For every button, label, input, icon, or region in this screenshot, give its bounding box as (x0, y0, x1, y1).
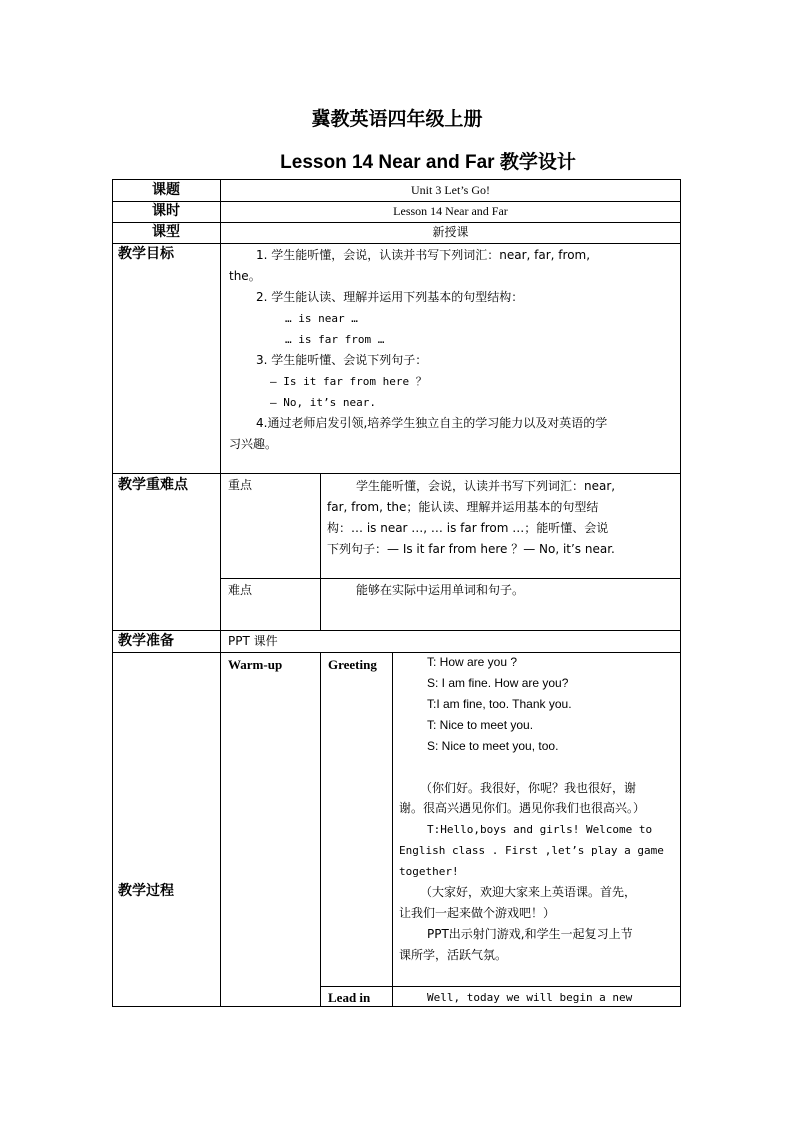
table-col-rule (320, 473, 321, 630)
table-rule (112, 652, 681, 653)
goal-line: 2. 学生能认读、理解并运用下列基本的句型结构： (256, 290, 524, 304)
goal-line: — No, it’s near. (270, 396, 376, 409)
type-label: 课型 (152, 224, 180, 240)
step-greeting: Greeting (328, 657, 377, 672)
prep-value: PPT 课件 (228, 634, 278, 648)
period-value: Lesson 14 Near and Far (393, 204, 508, 218)
table-col-rule (320, 652, 321, 1007)
greeting-translation-line: 谢。很高兴遇见你们。遇见你我们也很高兴。） (399, 801, 646, 815)
goal-line: … is far from … (285, 333, 385, 346)
greeting-translation-line: （你们好。我很好，你呢？我也很好，谢 (420, 781, 637, 795)
table-border-left (112, 179, 113, 1007)
key-label: 重点 (228, 478, 253, 492)
key-line: 学生能听懂，会说，认读并书写下列词汇：near, (356, 479, 616, 493)
teacher-translation-line: 让我们一起来做个游戏吧！） (399, 906, 556, 920)
goal-line: the。 (229, 269, 261, 283)
goal-line: 3. 学生能听懂、会说下列句子： (256, 353, 428, 367)
table-col-rule (220, 179, 221, 1007)
table-border-right (680, 179, 681, 1007)
topic-label: 课题 (152, 182, 180, 198)
dialogue-line: T: How are you ? (427, 655, 518, 669)
goal-line: 1. 学生能听懂，会说，认读并书写下列词汇：near, far, from, (256, 248, 591, 262)
goals-label: 教学目标 (118, 246, 174, 262)
dialogue-line: S: I am fine. How are you? (427, 676, 569, 690)
prep-label: 教学准备 (118, 633, 174, 649)
lead-in-text: Well, today we will begin a new (427, 991, 633, 1004)
key-line: 构：… is near …, … is far from …；能听懂、会说 (327, 521, 609, 535)
table-rule (112, 243, 681, 244)
dialogue-line: S: Nice to meet you, too. (427, 739, 559, 753)
period-label: 课时 (152, 203, 180, 219)
teacher-translation-line: （大家好，欢迎大家来上英语课。首先， (420, 885, 637, 899)
teacher-line: T:Hello,boys and girls! Welcome to (427, 823, 653, 836)
difficulty-label: 难点 (228, 583, 253, 597)
document-title: 冀教英语四年级上册 (311, 108, 483, 130)
teacher-line: English class . First ,let’s play a game (399, 844, 664, 857)
teacher-line: together! (399, 865, 459, 878)
process-label: 教学过程 (118, 883, 174, 899)
dialogue-line: T:I am fine, too. Thank you. (427, 697, 572, 711)
key-line: 下列句子：— Is it far from here ？— No, it’s near. (327, 542, 615, 556)
table-rule (112, 630, 681, 631)
type-value: 新授课 (432, 225, 469, 239)
step-lead-in: Lead in (328, 990, 371, 1005)
table-rule (112, 473, 681, 474)
goal-line: … is near … (285, 312, 358, 325)
goal-line: 习兴趣。 (229, 437, 278, 451)
dialogue-line: T: Nice to meet you. (427, 718, 534, 732)
ppt-activity-line: PPT出示射门游戏,和学生一起复习上节 (427, 927, 633, 941)
topic-value: Unit 3 Let’s Go! (411, 183, 490, 197)
table-col-rule (392, 652, 393, 1007)
document-subtitle: Lesson 14 Near and Far 教学设计 (280, 152, 576, 173)
table-rule (220, 578, 681, 579)
stage-warmup: Warm-up (228, 657, 283, 672)
goal-line: — Is it far from here ？ (270, 375, 427, 388)
key-line: far, from, the；能认读、理解并运用基本的句型结 (327, 500, 599, 514)
difficulty-text: 能够在实际中运用单词和句子。 (356, 583, 525, 597)
goal-line: 4.通过老师启发引领,培养学生独立自主的学习能力以及对英语的学 (256, 416, 608, 430)
keypoints-label: 教学重难点 (118, 477, 188, 493)
ppt-activity-line: 课所学，活跃气氛。 (399, 948, 508, 962)
